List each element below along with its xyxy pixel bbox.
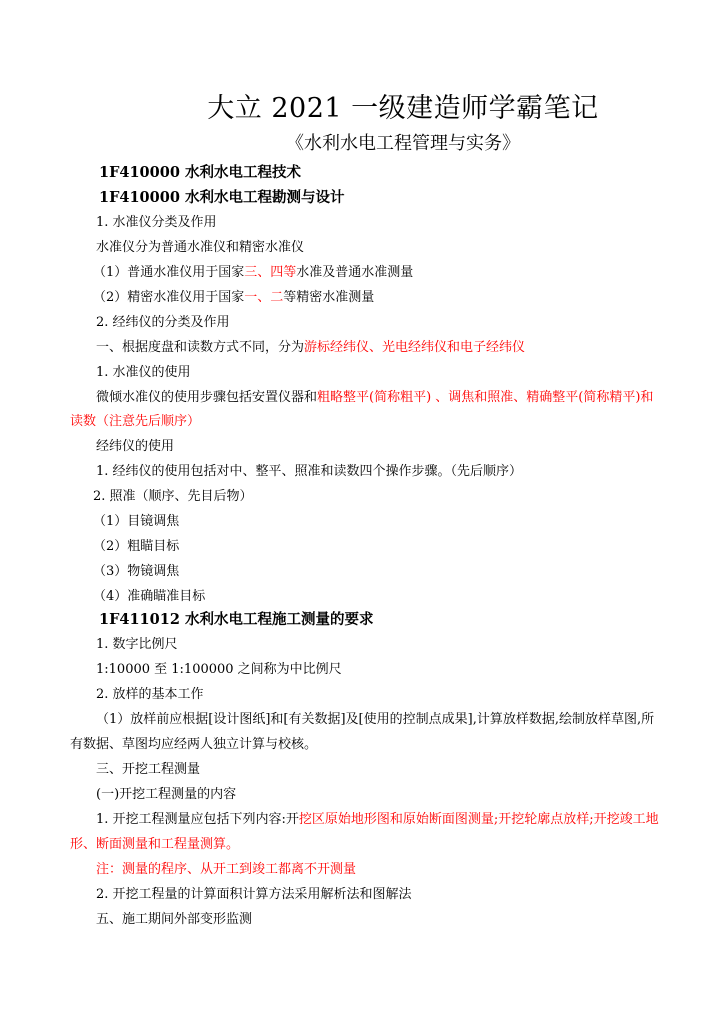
text-line <box>96 464 522 480</box>
text-line <box>96 787 236 803</box>
text-segment: 1. 水准仪的使用 <box>96 365 191 380</box>
text-line <box>96 340 525 356</box>
text-line <box>96 439 174 455</box>
text-line <box>93 489 253 505</box>
highlighted-text: 一、二 <box>244 290 284 305</box>
document-subtitle: 《水利水电工程管理与实务》 <box>286 133 520 154</box>
highlighted-text: 注：测量的程序、从开工到竣工都离不开测量 <box>96 862 357 877</box>
text-line <box>96 712 654 728</box>
text-line <box>96 390 653 406</box>
highlighted-text: 挖区原始地形图和原始断面图测量;开挖轮廓点放样;开挖竣工地 <box>298 812 659 827</box>
text-line <box>96 887 412 903</box>
text-segment: 经纬仪的使用 <box>96 439 175 454</box>
text-segment: 2. 照准（顺序、先目后物） <box>93 489 253 504</box>
text-segment: （4）准确瞄准目标 <box>93 589 206 604</box>
text-segment: 等精密水准测量 <box>283 290 375 305</box>
text-segment: 1F410000 水利水电工程勘测与设计 <box>99 189 345 206</box>
document-title: 大立 2021 一级建造师学霸笔记 <box>207 93 599 124</box>
text-line <box>93 589 205 605</box>
text-line <box>70 737 317 753</box>
text-segment: 一、根据度盘和读数方式不同，分为 <box>96 340 305 355</box>
text-segment: （1）目镜调焦 <box>93 514 180 529</box>
text-line <box>96 240 304 256</box>
section-heading <box>99 612 373 628</box>
text-segment: （2）粗瞄目标 <box>93 539 180 554</box>
text-segment: （2）精密水准仪用于国家 <box>93 290 245 305</box>
text-line <box>93 514 179 530</box>
text-line <box>96 365 191 381</box>
text-segment: 1. 经纬仪的使用包括对中、整平、照准和读数四个操作步骤。（先后顺序） <box>96 464 523 479</box>
highlighted-text: 粗略整平(简称粗平) 、调焦和照准、精确整平(简称精平)和 <box>317 390 654 405</box>
text-line <box>93 265 413 281</box>
text-line <box>96 215 217 231</box>
text-segment: 水准仪分为普通水准仪和精密水准仪 <box>96 240 305 255</box>
text-line <box>93 290 374 306</box>
text-line <box>70 414 200 430</box>
text-line <box>70 837 239 853</box>
text-line <box>93 564 179 580</box>
text-segment: 水准及普通水准测量 <box>296 265 414 280</box>
text-segment: 三、开挖工程测量 <box>96 762 201 777</box>
text-segment: 2. 经纬仪的分类及作用 <box>96 315 230 330</box>
section-heading <box>99 190 344 206</box>
highlighted-text: 形、断面测量和工程量测算。 <box>70 837 240 852</box>
text-line <box>96 662 342 678</box>
text-segment: （1）放样前应根据[设计图纸]和[有关数据]及[使用的控制点成果],计算放样数据,绘制放样草图,所 <box>96 712 655 727</box>
highlighted-text: 游标经纬仪、光电经纬仪和电子经纬仪 <box>304 340 526 355</box>
text-segment: 1. 开挖工程测量应包括下列内容:开 <box>96 812 299 827</box>
text-line <box>96 862 356 878</box>
highlighted-text: 三、四等 <box>244 265 297 280</box>
text-segment: 五、施工期间外部变形监测 <box>96 912 253 927</box>
text-segment: 1. 水准仪分类及作用 <box>96 215 217 230</box>
text-segment: 1:10000 至 1:100000 之间称为中比例尺 <box>96 662 342 677</box>
text-segment: 1. 数字比例尺 <box>96 637 178 652</box>
text-line <box>96 912 252 928</box>
text-segment: 2. 放样的基本工作 <box>96 687 204 702</box>
text-line <box>93 539 179 555</box>
text-segment: 1F411012 水利水电工程施工测量的要求 <box>99 611 374 628</box>
text-segment: （3）物镜调焦 <box>93 564 180 579</box>
text-segment: (一)开挖工程测量的内容 <box>96 787 237 802</box>
text-line <box>96 687 204 703</box>
text-line <box>96 315 230 331</box>
text-segment: 2. 开挖工程量的计算面积计算方法采用解析法和图解法 <box>96 887 412 902</box>
text-segment: 微倾水准仪的使用步骤包括安置仪器和 <box>96 390 318 405</box>
section-heading <box>99 165 301 181</box>
text-line <box>96 637 178 653</box>
text-segment: 有数据、草图均应经两人独立计算与校核。 <box>70 737 318 752</box>
highlighted-text: 读数（注意先后顺序） <box>70 414 201 429</box>
text-segment: （1）普通水准仪用于国家 <box>93 265 245 280</box>
text-segment: 1F410000 水利水电工程技术 <box>99 164 301 181</box>
text-line <box>96 812 659 828</box>
text-line <box>96 762 200 778</box>
